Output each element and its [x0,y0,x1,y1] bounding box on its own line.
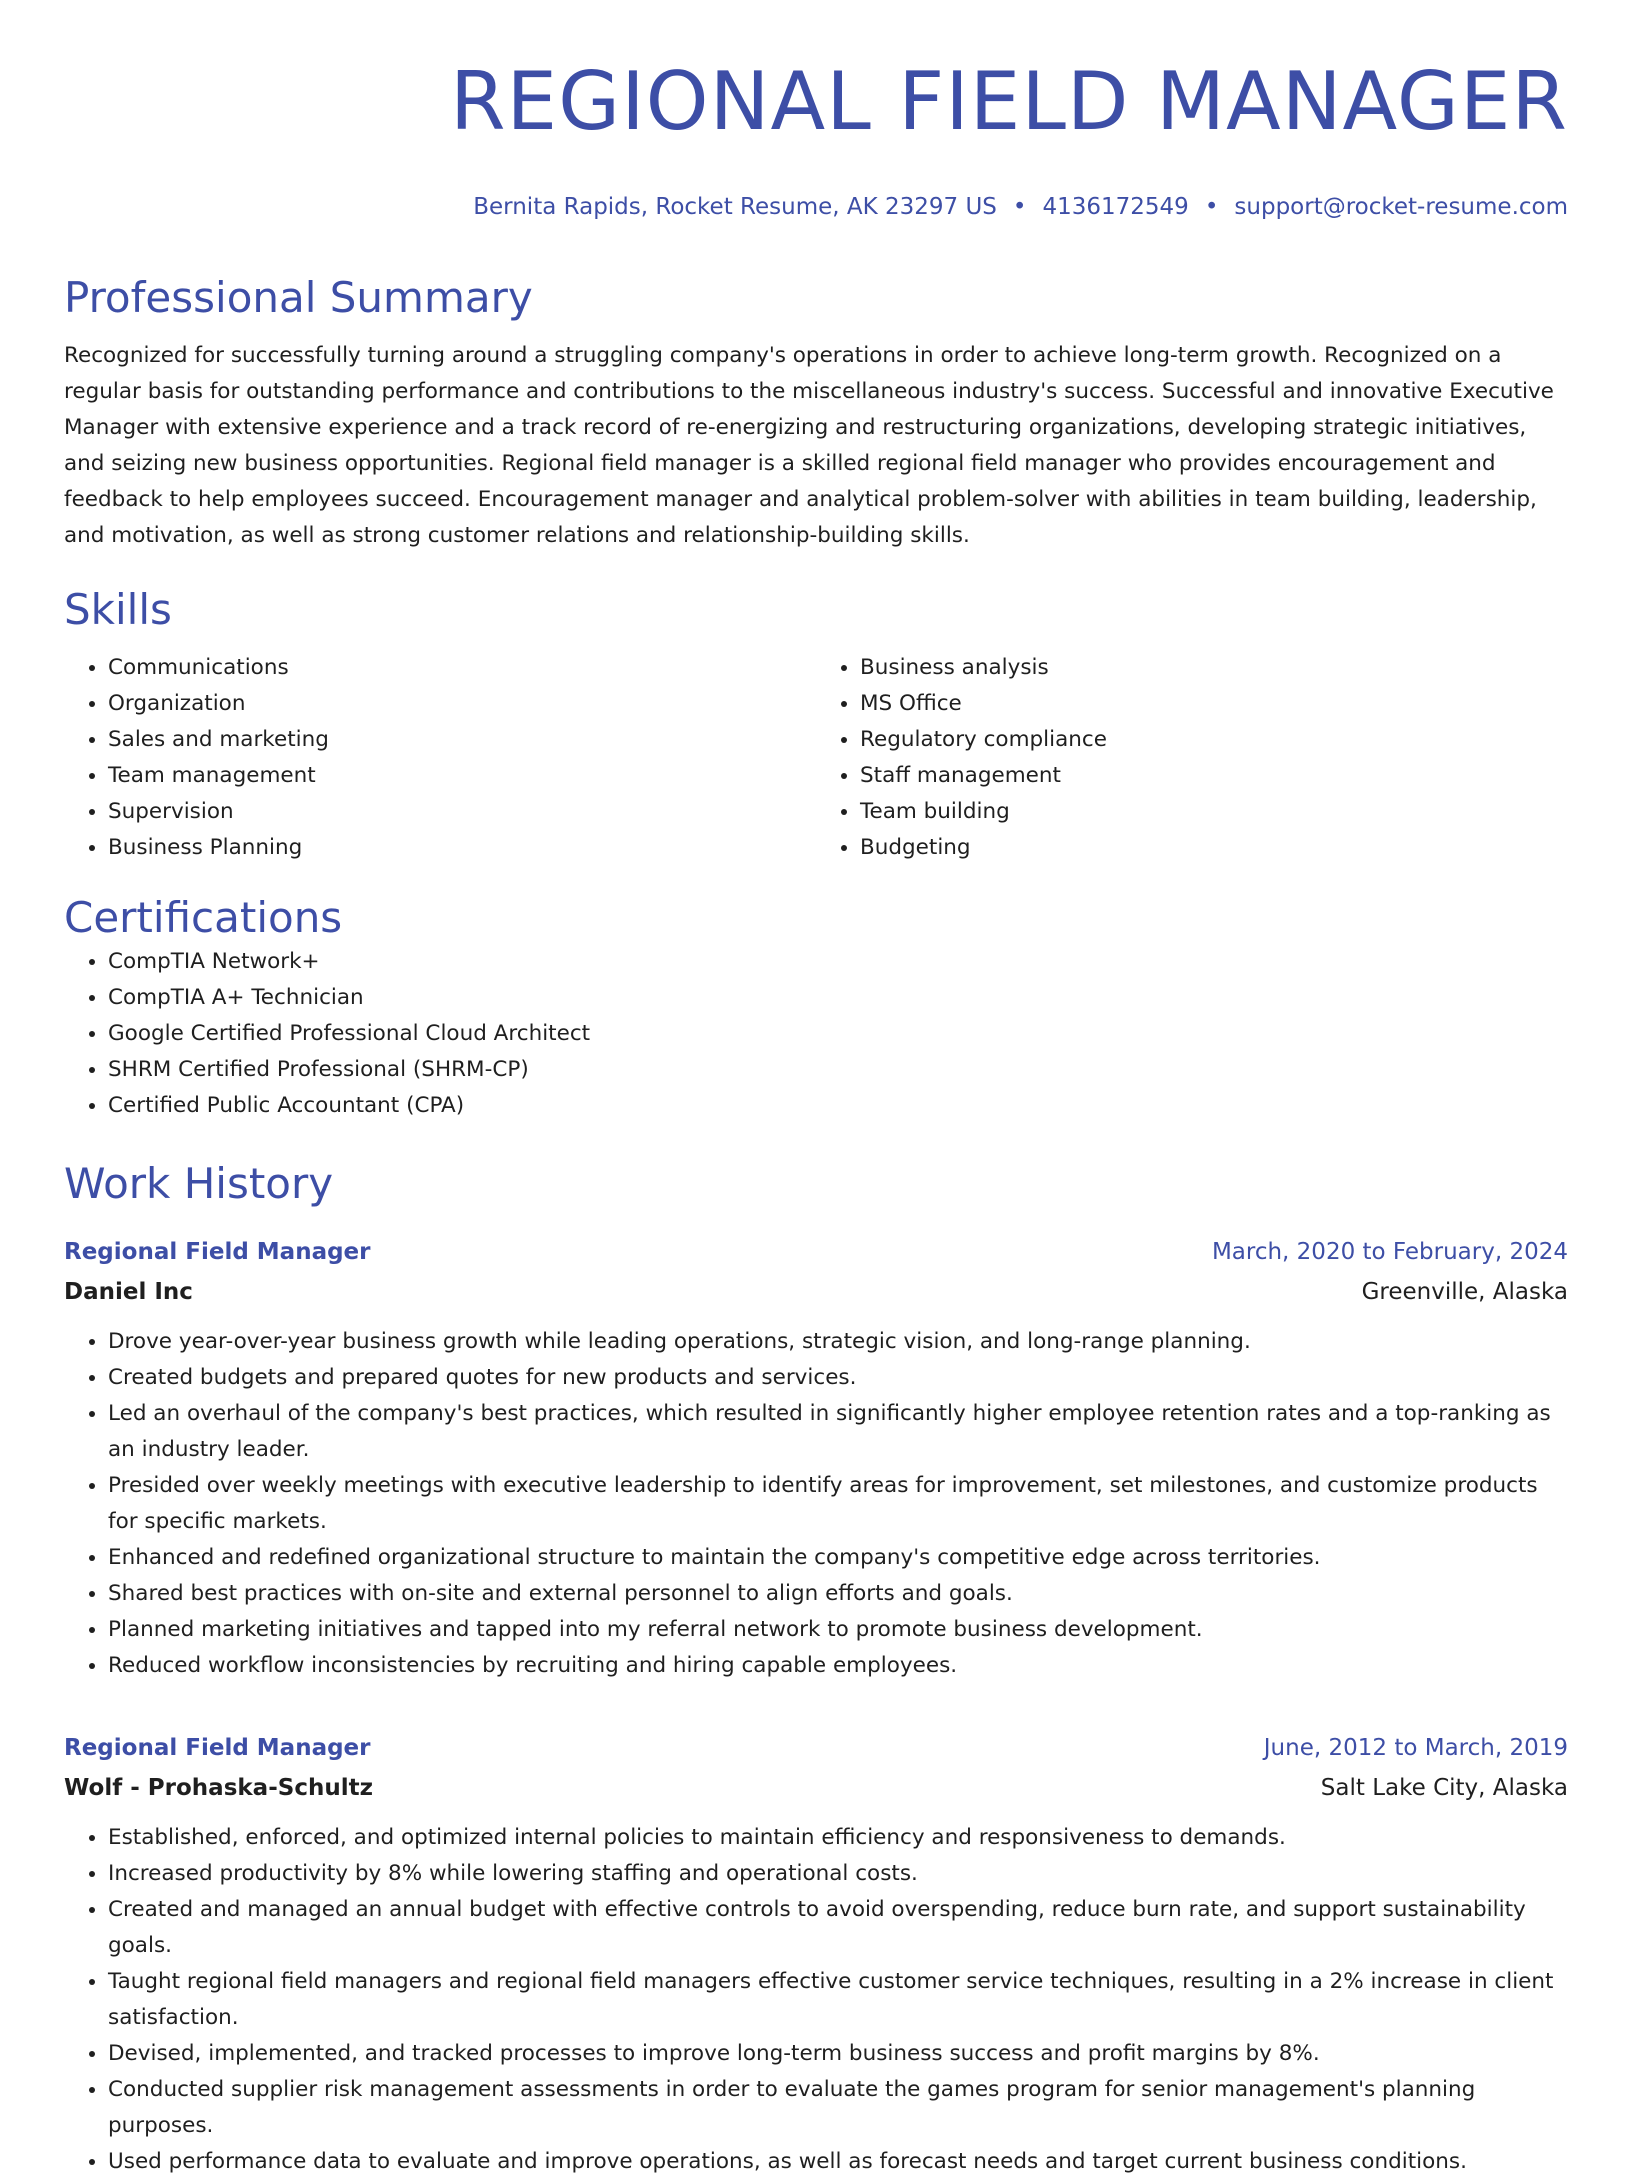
work-history-heading: Work History [64,1159,334,1208]
job-bullet: • Established, enforced, and optimized internal policies to maintain efficiency and responsiveness to demands. [108,1820,1568,1856]
job-bullets [64,1820,1568,2180]
job-entry [64,1232,1568,1684]
job-location: Greenville, Alaska [1361,1279,1568,1305]
summary-heading: Professional Summary [64,273,533,322]
job-bullet: • Led an overhaul of the company's best practices, which resulted in significantly higher employee retention rates and a top-ranking as an industry leader. [108,1396,1568,1468]
skill-item: • Communications [108,650,816,686]
certification-item: • SHRM Certified Professional (SHRM-CP) [108,1052,1568,1088]
skill-item: • Team management [108,758,816,794]
skill-item: • Sales and marketing [108,722,816,758]
job-bullet: • Used performance data to evaluate and improve operations, as well as forecast needs and target current business conditions. [108,2144,1568,2180]
skill-item: • Business analysis [860,650,1568,686]
job-company: Daniel Inc [64,1279,193,1305]
job-company-row [64,1768,1568,1808]
contact-separator: • [1012,194,1027,220]
job-bullets [64,1324,1568,1684]
contact-phone: 4136172549 [1042,194,1189,220]
skills-heading: Skills [64,585,172,634]
job-company-row [64,1272,1568,1312]
job-title: Regional Field Manager [64,1239,371,1265]
skills-grid [64,650,1568,866]
page-title: REGIONAL FIELD MANAGER [449,55,1568,148]
job-dates: June, 2012 to March, 2019 [1263,1735,1568,1761]
certification-item: • CompTIA A+ Technician [108,980,1568,1016]
contact-email: support@rocket-resume.com [1234,194,1568,220]
job-bullet: • Planned marketing initiatives and tapped into my referral network to promote business development. [108,1612,1568,1648]
job-bullet: • Devised, implemented, and tracked processes to improve long-term business success and profit margins by 8%. [108,2036,1568,2072]
skills-list-right [816,650,1568,866]
job-bullet: • Reduced workflow inconsistencies by recruiting and hiring capable employees. [108,1648,1568,1684]
job-company: Wolf - Prohaska-Schultz [64,1775,373,1801]
job-bullet: • Created budgets and prepared quotes for new products and services. [108,1360,1568,1396]
job-dates: March, 2020 to February, 2024 [1211,1239,1568,1265]
job-bullet: • Shared best practices with on-site and external personnel to align efforts and goals. [108,1576,1568,1612]
job-bullet: • Taught regional field managers and regional field managers effective customer service techniques, resulting in a 2% increase in client satisfaction. [108,1964,1568,2036]
skill-item: • Team building [860,794,1568,830]
contact-separator: • [1204,194,1219,220]
certifications-heading: Certifications [64,893,343,942]
skill-item: • Organization [108,686,816,722]
job-location: Salt Lake City, Alaska [1320,1775,1568,1801]
skill-item: • Budgeting [860,830,1568,866]
job-bullet: • Drove year-over-year business growth while leading operations, strategic vision, and long-range planning. [108,1324,1568,1360]
job-bullet: • Created and managed an annual budget with effective controls to avoid overspending, reduce burn rate, and support sustainability goals. [108,1892,1568,1964]
job-bullet: • Enhanced and redefined organizational structure to maintain the company's competitive edge across territories. [108,1540,1568,1576]
contact-line [64,192,1568,222]
certification-item: • Certified Public Accountant (CPA) [108,1088,1568,1124]
job-bullet: • Increased productivity by 8% while lowering staffing and operational costs. [108,1856,1568,1892]
job-header-row [64,1728,1568,1768]
skill-item: • Business Planning [108,830,816,866]
skill-item: • Regulatory compliance [860,722,1568,758]
job-bullet: • Presided over weekly meetings with executive leadership to identify areas for improvement, set milestones, and customize products for specific markets. [108,1468,1568,1540]
job-title: Regional Field Manager [64,1735,371,1761]
skill-item: • Staff management [860,758,1568,794]
skill-item: • Supervision [108,794,816,830]
certifications-list [64,944,1568,1124]
skills-list-left [64,650,816,866]
contact-address: Bernita Rapids, Rocket Resume, AK 23297 US [473,194,997,220]
job-header-row [64,1232,1568,1272]
certification-item: • CompTIA Network+ [108,944,1568,980]
certification-item: • Google Certified Professional Cloud Architect [108,1016,1568,1052]
job-bullet: • Conducted supplier risk management assessments in order to evaluate the games program for senior management's planning purposes. [108,2072,1568,2144]
skill-item: • MS Office [860,686,1568,722]
job-entry [64,1728,1568,2180]
summary-text: Recognized for successfully turning around a struggling company's operations in order to achieve long-term growth. Recognized on a regular basis for outstanding performance and contributions to the miscellaneous industry's success. Successful and innovative Executive Manager with extensive experience and a track record of re-energizing and restructuring organizations, developing strategic initiatives, and seizing new business opportunities. Regional field manager is a skilled regional field manager who provides encouragement and feedback to help employees succeed. Encouragement manager and analytical problem-solver with abilities in team building, leadership, and motivation, as well as strong customer relations and relationship-building skills. [64,343,1554,548]
